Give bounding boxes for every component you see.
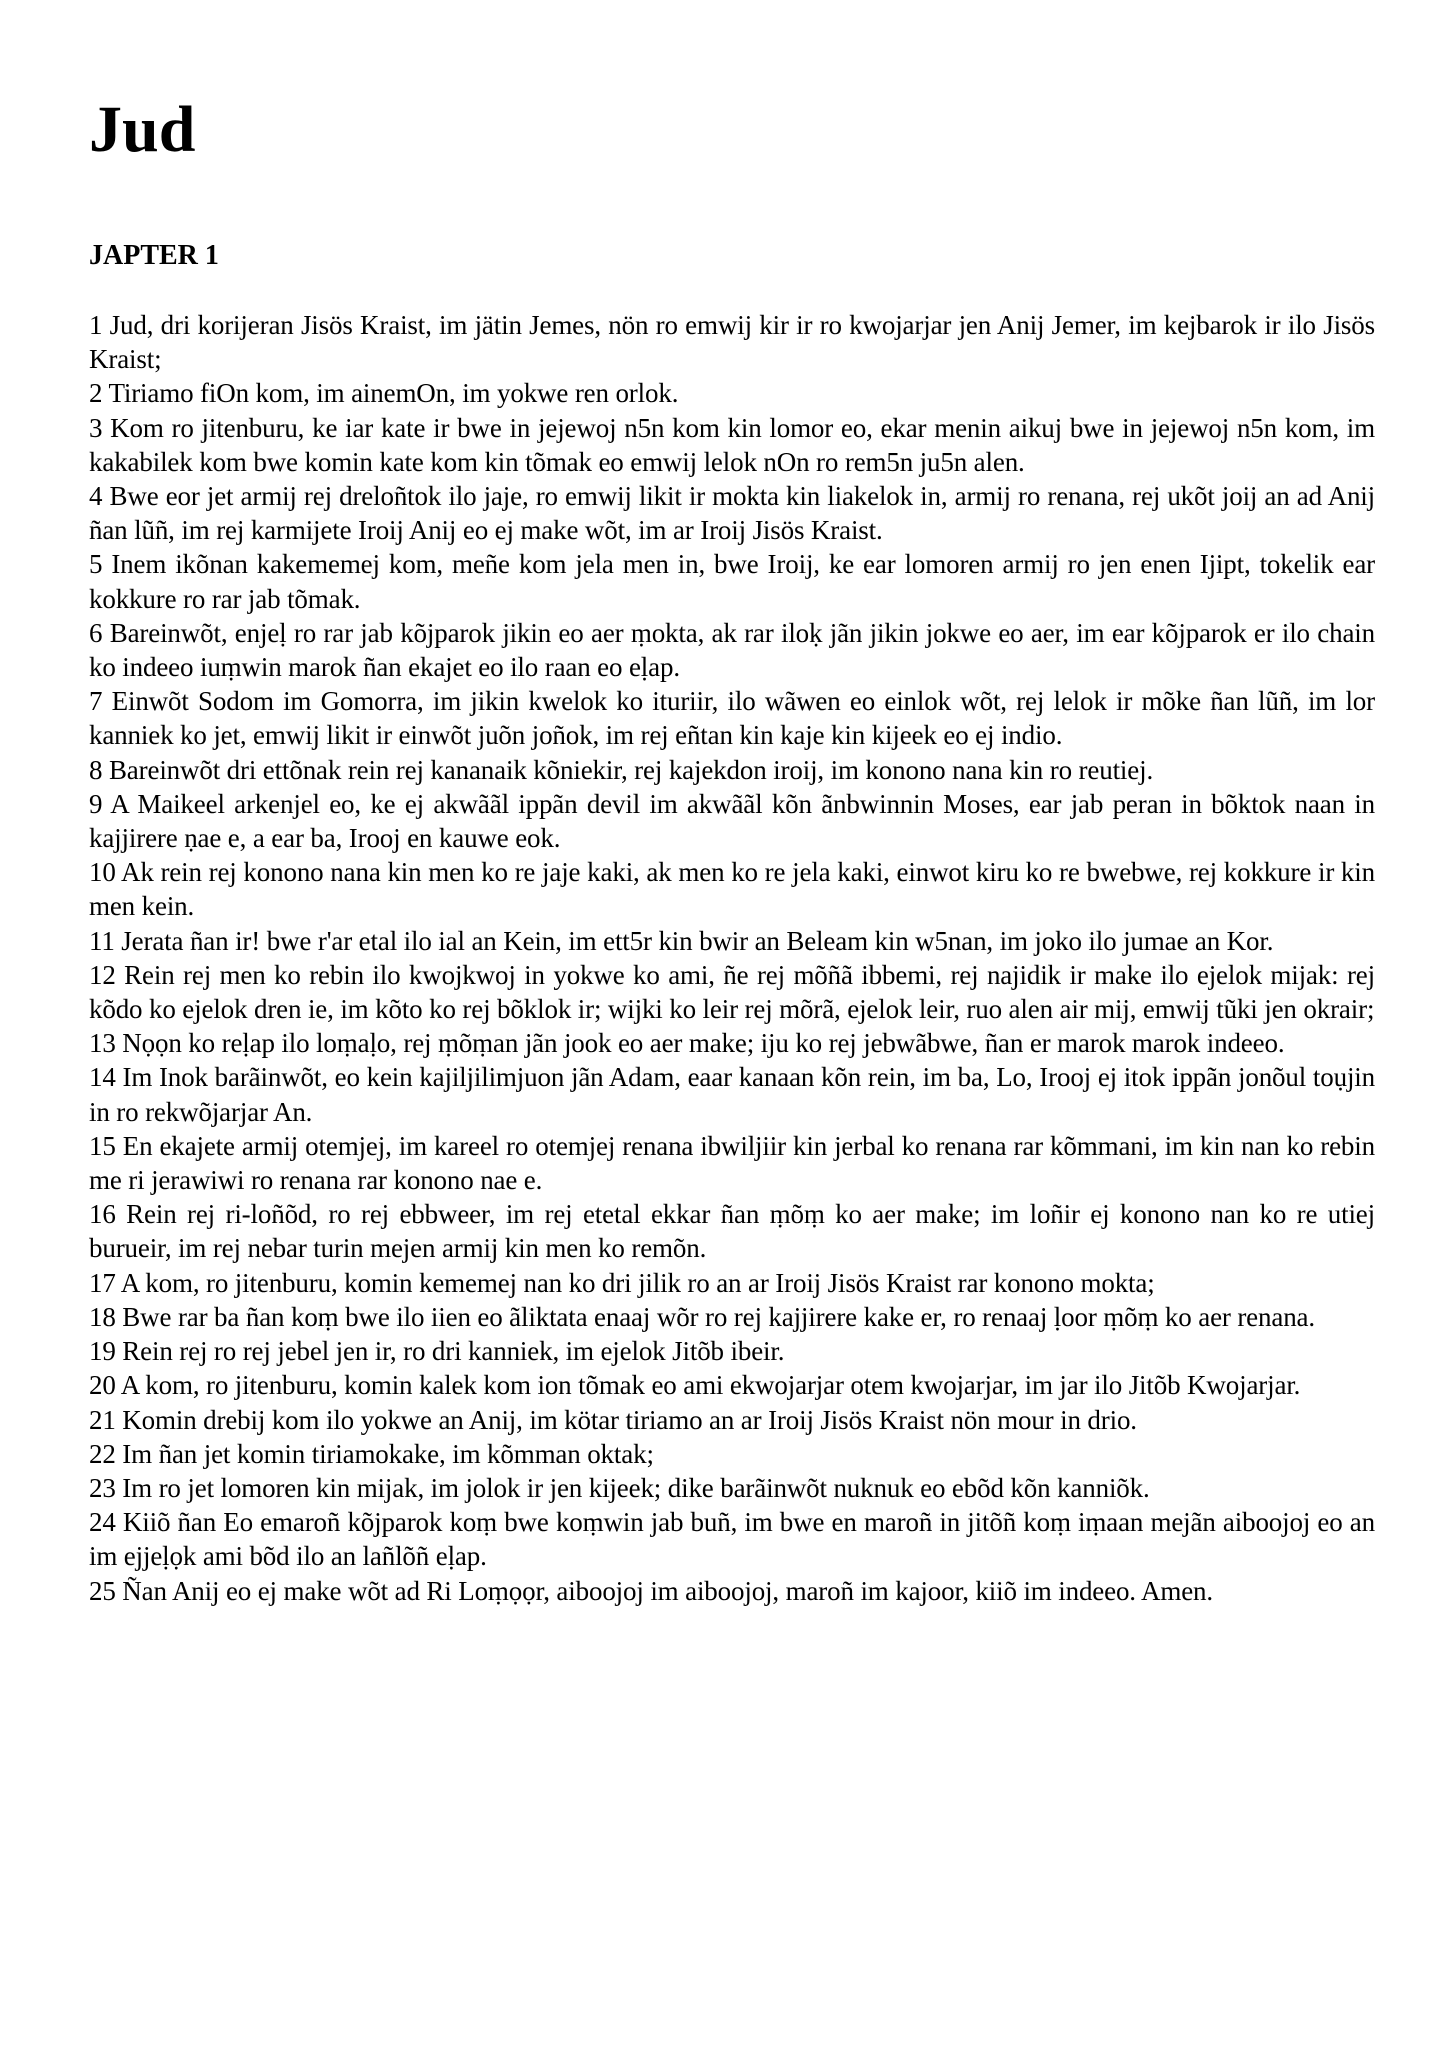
- book-title: Jud: [89, 93, 196, 166]
- verse: 17 A kom, ro jitenburu, komin kememej nan ko dri jilik ro an ar Iroij Jisös Kraist rar konono mokta;: [89, 1267, 1155, 1298]
- verse: 10 Ak rein rej konono nana kin men ko re jaje kaki, ak men ko re jela kaki, einwot kiru ko re bwebwe, rej kokkure ir kin men kein.: [89, 857, 1375, 922]
- verse: 18 Bwe rar ba ñan koṃ bwe ilo iien eo ãliktata enaaj wõr ro rej kajjirere kake er, ro renaaj ḷoor ṃõṃ ko aer renana.: [89, 1301, 1315, 1332]
- verse: 12 Rein rej men ko rebin ilo kwojkwoj in yokwe ko ami, ñe rej mõñã ibbemi, rej najidik ir make ilo ejelok mijak: rej kõdo ko ejelok dren ie, im kõto ko rej bõklok ir; wijki ko leir rej mõrã, ejelok leir, ruo alen air mij, emwij tũki jen okrair;: [89, 959, 1375, 1025]
- verse: 2 Tiriamo fiOn kom, im ainemOn, im yokwe ren orlok.: [89, 378, 679, 409]
- verse: 11 Jerata ñan ir! bwe r'ar etal ilo ial an Kein, im ett5r kin bwir an Beleam kin w5nan, im joko ilo jumae an Kor.: [89, 925, 1274, 956]
- verse-list: [89, 308, 1375, 1608]
- chapter-heading: JAPTER 1: [89, 240, 219, 271]
- verse: 25 Ñan Anij eo ej make wõt ad Ri Loṃọọr, aiboojoj im aiboojoj, maroñ im kajoor, kiiõ im indeeo. Amen.: [89, 1575, 1214, 1606]
- verse: 16 Rein rej ri-loñõd, ro rej ebbweer, im rej etetal ekkar ñan ṃõṃ ko aer make; im loñir ej konono nan ko re utiej burueir, im rej nebar turin mejen armij kin men ko remõn.: [89, 1199, 1375, 1264]
- verse: 20 A kom, ro jitenburu, komin kalek kom ion tõmak eo ami ekwojarjar otem kwojarjar, im jar ilo Jitõb Kwojarjar.: [89, 1370, 1301, 1401]
- verse: 4 Bwe eor jet armij rej dreloñtok ilo jaje, ro emwij likit ir mokta kin liakelok in, armij ro renana, rej ukõt joij an ad Anij ñan lũñ, im rej karmijete Iroij Anij eo ej make wõt, im ar Iroij Jisös Kraist.: [89, 481, 1375, 546]
- verse: 6 Bareinwõt, enjeḷ ro rar jab kõjparok jikin eo aer ṃokta, ak rar iloḳ jãn jikin jokwe eo aer, im ear kõjparok er ilo chain ko indeeo iuṃwin marok ñan ekajet eo ilo raan eo eḷap.: [89, 617, 1375, 683]
- verse: 1 Jud, dri korijeran Jisös Kraist, im jätin Jemes, nön ro emwij kir ir ro kwojarjar jen Anij Jemer, im kejbarok ir ilo Jisös Kraist;: [89, 310, 1375, 375]
- verse: 3 Kom ro jitenburu, ke iar kate ir bwe in jejewoj n5n kom kin lomor eo, ekar menin aikuj bwe in jejewoj n5n kom, im kakabilek kom bwe komin kate kom kin tõmak eo emwij lelok nOn ro rem5n ju5n alen.: [89, 412, 1375, 477]
- verse: 5 Inem ikõnan kakememej kom, meñe kom jela men in, bwe Iroij, ke ear lomoren armij ro jen enen Ijipt, tokelik ear kokkure ro rar jab tõmak.: [89, 549, 1375, 614]
- verse: 9 A Maikeel arkenjel eo, ke ej akwããl ippãn devil im akwããl kõn ãnbwinnin Moses, ear jab peran in bõktok naan in kajjirere ṇae e, a ear ba, Irooj en kauwe eok.: [89, 788, 1375, 854]
- verse: 22 Im ñan jet komin tiriamokake, im kõmman oktak;: [89, 1438, 654, 1469]
- verse: 19 Rein rej ro rej jebel jen ir, ro dri kanniek, im ejelok Jitõb ibeir.: [89, 1336, 785, 1367]
- verse: 23 Im ro jet lomoren kin mijak, im jolok ir jen kijeek; dike barãinwõt nuknuk eo ebõd kõn kanniõk.: [89, 1472, 1150, 1503]
- verse: 15 En ekajete armij otemjej, im kareel ro otemjej renana ibwiljiir kin jerbal ko renana rar kõmmani, im kin nan ko rebin me ri jerawiwi ro renana rar konono nae e.: [89, 1130, 1375, 1196]
- verse: 8 Bareinwõt dri ettõnak rein rej kananaik kõniekir, rej kajekdon iroij, im konono nana kin ro reutiej.: [89, 754, 1154, 785]
- verse: 7 Einwõt Sodom im Gomorra, im jikin kwelok ko ituriir, ilo wãwen eo einlok wõt, rej lelok ir mõke ñan lũñ, im lor kanniek ko jet, emwij likit ir einwõt juõn joñok, im rej eñtan kin kaje kin kijeek eo ej indio.: [89, 686, 1375, 751]
- verse: 13 Nọọn ko reḷap ilo loṃaḷo, rej ṃõṃan jãn jook eo aer make; iju ko rej jebwãbwe, ñan er marok marok indeeo.: [89, 1028, 1285, 1059]
- verse: 21 Komin drebij kom ilo yokwe an Anij, im kötar tiriamo an ar Iroij Jisös Kraist nön mour in drio.: [89, 1404, 1137, 1435]
- verse: 24 Kiiõ ñan Eo emaroñ kõjparok koṃ bwe koṃwin jab buñ, im bwe en maroñ in jitõñ koṃ iṃaan mejãn aiboojoj eo an im ejjeḷọk ami bõd ilo an lañlõñ eḷap.: [89, 1507, 1375, 1572]
- verse: 14 Im Inok barãinwõt, eo kein kajiljilimjuon jãn Adam, eaar kanaan kõn rein, im ba, Lo, Irooj ej itok ippãn jonõul toụjin in ro rekwõjarjar An.: [89, 1062, 1375, 1127]
